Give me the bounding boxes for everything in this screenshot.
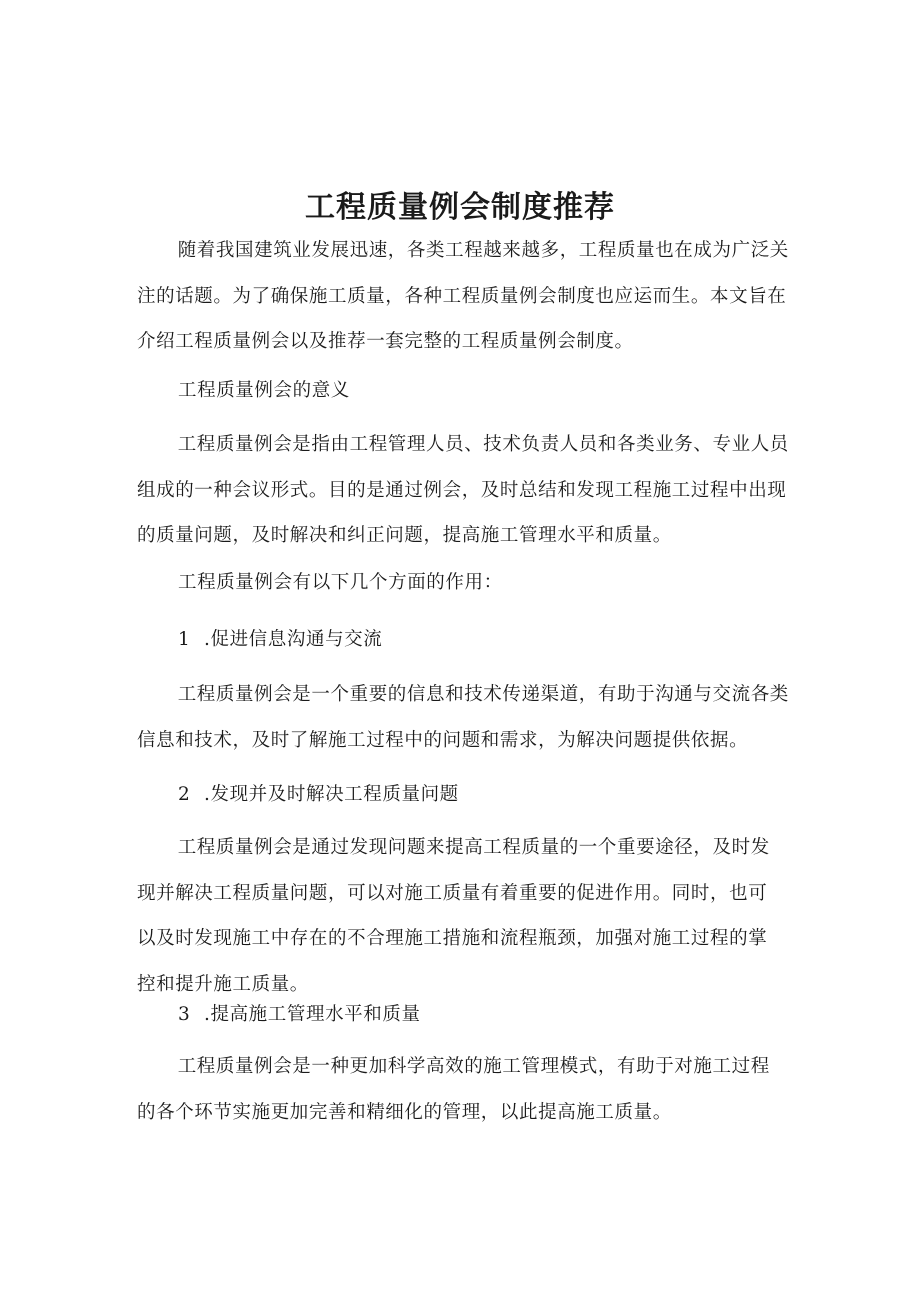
section-heading-meaning: 工程质量例会的意义 [178,380,350,401]
item-title-1: .促进信息沟通与交流 [204,629,383,650]
item-title-2: .发现并及时解决工程质量问题 [204,784,459,805]
document-title: 工程质量例会制度推荐 [305,190,615,225]
functions-intro: 工程质量例会有以下几个方面的作用： [178,572,503,593]
item-body-3: 工程质量例会是一种更加科学高效的施工管理模式，有助于对施工过程的各个环节实施更加完善和精细化的管理，以此提高施工质量。 [137,1056,770,1123]
item-heading-1 [178,625,382,655]
item-body-2: 工程质量例会是通过发现问题来提高工程质量的一个重要途径，及时发现并解决工程质量问题，可以对施工质量有着重要的促进作用。同时，也可以及时发现施工中存在的不合理施工措施和流程瓶颈，加强对施工过程的掌控和提升施工质量。 [137,837,770,995]
item-heading-2 [178,780,459,810]
meaning-paragraph: 工程质量例会是指由工程管理人员、技术负责人员和各类业务、专业人员组成的一种会议形式。目的是通过例会，及时总结和发现工程施工过程中出现的质量问题，及时解决和纠正问题，提高施工管理水平和质量。 [137,434,789,546]
item-heading-3 [178,1000,421,1030]
item-number-3: 3 [178,1004,191,1025]
item-title-3: .提高施工管理水平和质量 [204,1004,421,1025]
item-body-1: 工程质量例会是一个重要的信息和技术传递渠道，有助于沟通与交流各类信息和技术，及时了解施工过程中的问题和需求，为解决问题提供依据。 [137,684,789,751]
item-number-1: 1 [178,629,191,650]
item-number-2: 2 [178,784,191,805]
intro-paragraph: 随着我国建筑业发展迅速，各类工程越来越多，工程质量也在成为广泛关注的话题。为了确保施工质量，各种工程质量例会制度也应运而生。本文旨在介绍工程质量例会以及推荐一套完整的工程质量例会制度。 [137,240,789,352]
